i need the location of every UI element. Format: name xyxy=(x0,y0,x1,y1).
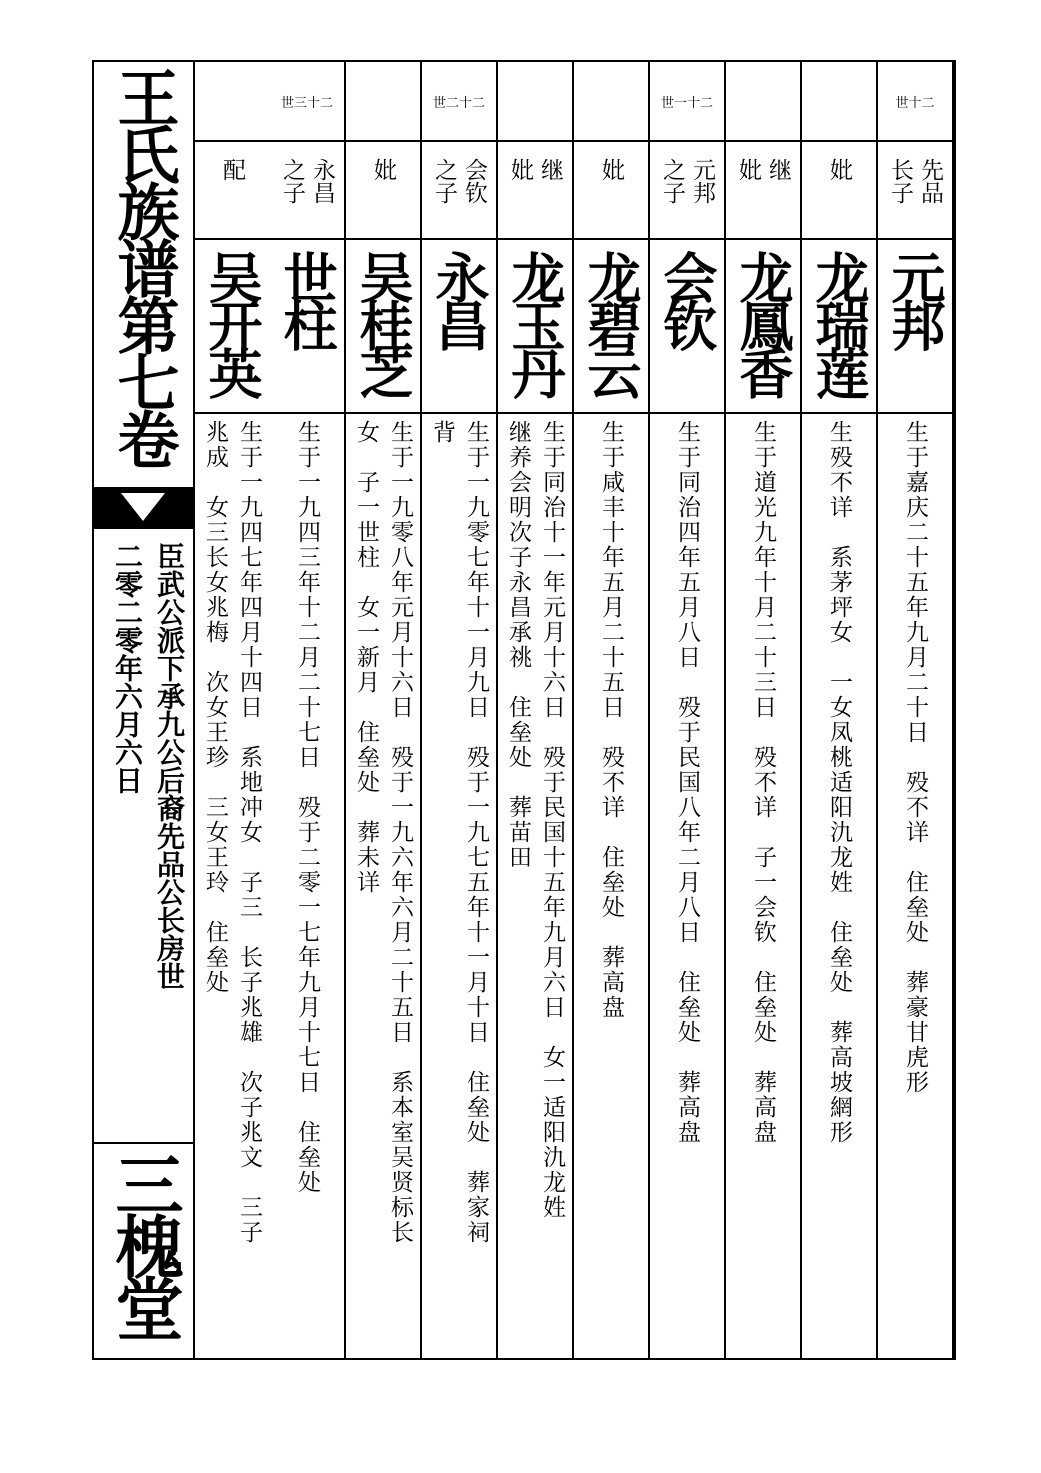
biography-cell xyxy=(574,416,648,1354)
relation-cell xyxy=(346,142,420,240)
biography-cell xyxy=(346,416,420,1354)
relation-cell xyxy=(498,142,572,240)
entry-column xyxy=(574,62,650,1358)
generation-label: 世二十二 xyxy=(422,62,496,142)
lineage-text: 臣武公派下承九公后裔先品公长房世 xyxy=(153,542,186,990)
relation-text: 永昌 之子 xyxy=(279,158,335,204)
banner-notch xyxy=(121,493,165,521)
person-name-cell xyxy=(498,240,572,414)
relation-text: 配 xyxy=(219,158,245,181)
generation-label xyxy=(194,62,270,142)
lineage-block xyxy=(102,542,192,1142)
hall-divider xyxy=(94,1142,193,1144)
person-name: 永昌 xyxy=(427,250,491,346)
person-name: 元邦 xyxy=(883,250,947,346)
relation-cell xyxy=(802,142,876,240)
person-name-cell xyxy=(726,240,800,414)
generation-label: 世三十二 xyxy=(270,62,344,142)
generation-label xyxy=(802,62,876,142)
person-name-cell xyxy=(270,240,344,414)
person-name-cell xyxy=(802,240,876,414)
person-name: 龙瑞莲 xyxy=(807,250,871,394)
biography-cell xyxy=(650,416,724,1354)
relation-cell xyxy=(726,142,800,240)
biography-cell xyxy=(270,416,344,1354)
biography-text: 生于嘉庆二十五年九月二十日 殁不详 住垒处 葬豪甘虎形 xyxy=(902,420,928,1095)
relation-cell xyxy=(878,142,952,240)
compile-date: 二零二零年六月六日 xyxy=(111,542,144,794)
relation-text: 继 妣 xyxy=(507,158,563,181)
biography-cell xyxy=(194,416,270,1354)
book-title: 王氏族谱第七卷 xyxy=(107,66,180,465)
relation-text: 元邦 之子 xyxy=(659,158,715,204)
generation-label: 世十二 xyxy=(878,62,952,142)
person-name-cell xyxy=(194,240,270,414)
biography-text: 生于一九四七年四月十四日 系地冲女 子三 长子兆雄 次子兆文 三子 兆成 女三长女兆梅 次女王珍 三女王玲 住垒处 xyxy=(202,420,262,1245)
hall-name: 三槐堂 xyxy=(104,1150,184,1336)
entry-column xyxy=(498,62,574,1358)
person-name: 龙碧云 xyxy=(579,250,643,394)
generation-label xyxy=(574,62,648,142)
genealogy-page xyxy=(92,60,956,1360)
biography-text: 生于一九零八年元月十六日 殁于一九六年六月二十五日 系本室吴贤标长 女 子一世柱 女一新月 住垒处 葬未详 xyxy=(353,420,413,1245)
person-name: 世柱 xyxy=(275,250,339,346)
person-name: 吴桂芝 xyxy=(351,250,415,394)
entry-column xyxy=(802,62,878,1358)
relation-text: 会钦 之子 xyxy=(431,158,487,204)
biography-text: 生殁不详 系茅坪女 一女凤桃适阳氿龙姓 住垒处 葬高坡網形 xyxy=(826,420,852,1145)
entry-column xyxy=(422,62,498,1358)
person-name: 会钦 xyxy=(655,250,719,346)
biography-text: 生于一九零七年十一月九日 殁于一九七五年十一月十日 住垒处 葬家祠 背 xyxy=(429,420,489,1245)
biography-cell xyxy=(726,416,800,1354)
generation-label xyxy=(346,62,420,142)
biography-text: 生于咸丰十年五月二十五日 殁不详 住垒处 葬高盘 xyxy=(598,420,624,1020)
relation-text: 妣 xyxy=(370,158,396,181)
relation-cell xyxy=(574,142,648,240)
relation-cell xyxy=(422,142,496,240)
entry-column xyxy=(878,62,954,1358)
entry-column xyxy=(726,62,802,1358)
person-name-cell xyxy=(346,240,420,414)
biography-text: 生于同治十一年元月十六日 殁于民国十五年九月六日 女一适阳氿龙姓 继养会明次子永昌承祧 住垒处 葬苗田 xyxy=(505,420,565,1220)
relation-text: 妣 xyxy=(598,158,624,181)
relation-text: 妣 xyxy=(826,158,852,181)
person-name-cell xyxy=(650,240,724,414)
biography-cell xyxy=(878,416,952,1354)
person-name: 吴开英 xyxy=(200,250,264,394)
entry-column xyxy=(270,62,346,1358)
person-name: 龙玉丹 xyxy=(503,250,567,394)
relation-cell xyxy=(194,142,270,240)
entry-column xyxy=(194,62,270,1358)
relation-text: 继 妣 xyxy=(735,158,791,181)
relation-cell xyxy=(270,142,344,240)
generation-label xyxy=(498,62,572,142)
generation-label: 世一十二 xyxy=(650,62,724,142)
entry-column xyxy=(650,62,726,1358)
biography-text: 生于一九四三年十二月二十七日 殁于二零一七年九月十七日 住垒处 xyxy=(294,420,320,1195)
entry-column xyxy=(346,62,422,1358)
title-sidebar xyxy=(94,62,195,1358)
relation-cell xyxy=(650,142,724,240)
biography-text: 生于同治四年五月八日 殁于民国八年二月八日 住垒处 葬高盘 xyxy=(674,420,700,1145)
person-name-cell xyxy=(878,240,952,414)
biography-cell xyxy=(498,416,572,1354)
biography-cell xyxy=(422,416,496,1354)
person-name-cell xyxy=(422,240,496,414)
person-name-cell xyxy=(574,240,648,414)
relation-text: 先品 长子 xyxy=(887,158,943,204)
person-name: 龙鳳香 xyxy=(731,250,795,394)
biography-text: 生于道光九年十月二十三日 殁不详 子一会钦 住垒处 葬高盘 xyxy=(750,420,776,1145)
biography-cell xyxy=(802,416,876,1354)
generation-label xyxy=(726,62,800,142)
